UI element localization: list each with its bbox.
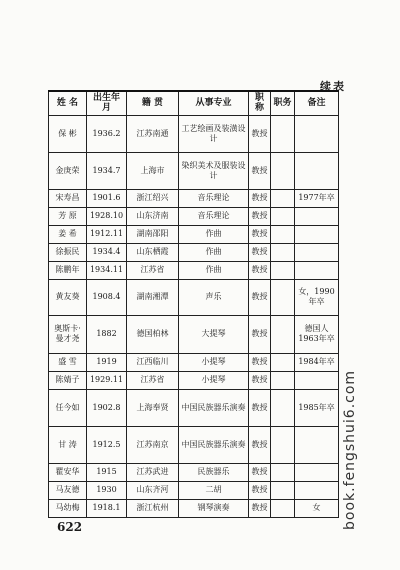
table-row — [49, 499, 339, 517]
cell-note: 1985年卒 — [295, 389, 339, 426]
cell-note: 德国人1963年卒 — [295, 315, 339, 353]
continued-label: 续表 — [320, 80, 346, 93]
cell-field: 作曲 — [179, 243, 249, 261]
cell-post — [271, 499, 295, 517]
cell-origin: 江苏省 — [127, 261, 179, 279]
cell-note — [295, 261, 339, 279]
cell-field: 作曲 — [179, 261, 249, 279]
cell-field: 大提琴 — [179, 315, 249, 353]
cell-title: 教授 — [249, 261, 271, 279]
cell-origin: 浙江绍兴 — [127, 189, 179, 207]
cell-name: 徐振民 — [49, 243, 87, 261]
cell-post — [271, 279, 295, 315]
cell-note: 女 — [295, 499, 339, 517]
cell-post — [271, 243, 295, 261]
cell-post — [271, 371, 295, 389]
cell-field: 音乐理论 — [179, 189, 249, 207]
header-title: 职 称 — [249, 91, 271, 115]
header-field: 从事专业 — [179, 91, 249, 115]
table-row — [49, 152, 339, 189]
cell-born: 1936.2 — [87, 115, 127, 152]
cell-born: 1918.1 — [87, 499, 127, 517]
cell-born: 1912.5 — [87, 426, 127, 463]
staff-table — [48, 90, 339, 518]
cell-born: 1882 — [87, 315, 127, 353]
cell-origin: 江苏南京 — [127, 426, 179, 463]
cell-note — [295, 207, 339, 225]
cell-title: 教授 — [249, 152, 271, 189]
header-name: 姓 名 — [49, 91, 87, 115]
cell-note — [295, 243, 339, 261]
header-born: 出生年月 — [87, 91, 127, 115]
cell-born: 1934.4 — [87, 243, 127, 261]
cell-origin: 山东齐河 — [127, 481, 179, 499]
cell-name: 黄友葵 — [49, 279, 87, 315]
table-row — [49, 207, 339, 225]
cell-born: 1934.7 — [87, 152, 127, 189]
table-row — [49, 225, 339, 243]
cell-title: 教授 — [249, 225, 271, 243]
cell-born: 1908.4 — [87, 279, 127, 315]
table-row — [49, 189, 339, 207]
cell-note — [295, 371, 339, 389]
cell-born: 1915 — [87, 463, 127, 481]
cell-title: 教授 — [249, 207, 271, 225]
side-watermark-text: book.fengshui6.com — [342, 369, 358, 530]
table-header-row — [49, 91, 339, 115]
header-note: 备注 — [295, 91, 339, 115]
cell-title: 教授 — [249, 279, 271, 315]
cell-origin: 湖南湘潭 — [127, 279, 179, 315]
table-row — [49, 315, 339, 353]
cell-origin: 湖南邵阳 — [127, 225, 179, 243]
table-row — [49, 261, 339, 279]
cell-post — [271, 315, 295, 353]
cell-title: 教授 — [249, 481, 271, 499]
cell-note — [295, 481, 339, 499]
cell-name: 奥斯卡·曼才尧 — [49, 315, 87, 353]
cell-born: 1928.10 — [87, 207, 127, 225]
cell-field: 钢琴演奏 — [179, 499, 249, 517]
cell-post — [271, 115, 295, 152]
cell-note — [295, 225, 339, 243]
cell-title: 教授 — [249, 353, 271, 371]
cell-post — [271, 426, 295, 463]
cell-name: 马幼梅 — [49, 499, 87, 517]
cell-field: 中国民族器乐演奏 — [179, 426, 249, 463]
cell-note: 女，1990年卒 — [295, 279, 339, 315]
table-row — [49, 389, 339, 426]
cell-origin: 江西临川 — [127, 353, 179, 371]
page-number: 622 — [57, 520, 83, 534]
cell-name: 芳 原 — [49, 207, 87, 225]
cell-note — [295, 426, 339, 463]
cell-origin: 德国柏林 — [127, 315, 179, 353]
cell-post — [271, 389, 295, 426]
table-row — [49, 243, 339, 261]
cell-born: 1929.11 — [87, 371, 127, 389]
table-row — [49, 279, 339, 315]
cell-note — [295, 463, 339, 481]
cell-title: 教授 — [249, 115, 271, 152]
cell-title: 教授 — [249, 463, 271, 481]
table-row — [49, 371, 339, 389]
cell-post — [271, 207, 295, 225]
cell-born: 1901.6 — [87, 189, 127, 207]
cell-note: 1977年卒 — [295, 189, 339, 207]
cell-name: 陈鹏年 — [49, 261, 87, 279]
cell-post — [271, 463, 295, 481]
cell-name: 任今如 — [49, 389, 87, 426]
cell-origin: 江苏省 — [127, 371, 179, 389]
cell-field: 工艺绘画及装潢设计 — [179, 115, 249, 152]
cell-name: 马友德 — [49, 481, 87, 499]
cell-origin: 上海奉贤 — [127, 389, 179, 426]
cell-field: 小提琴 — [179, 371, 249, 389]
cell-field: 音乐理论 — [179, 207, 249, 225]
cell-name: 瞿安华 — [49, 463, 87, 481]
cell-title: 教授 — [249, 315, 271, 353]
cell-name: 金庚荣 — [49, 152, 87, 189]
cell-name: 宋寿昌 — [49, 189, 87, 207]
table-row — [49, 353, 339, 371]
cell-title: 教授 — [249, 389, 271, 426]
cell-title: 教授 — [249, 189, 271, 207]
cell-note — [295, 115, 339, 152]
cell-born: 1902.8 — [87, 389, 127, 426]
cell-post — [271, 152, 295, 189]
cell-born: 1912.11 — [87, 225, 127, 243]
cell-origin: 上海市 — [127, 152, 179, 189]
cell-note: 1984年卒 — [295, 353, 339, 371]
table-row — [49, 115, 339, 152]
cell-name: 陈婧子 — [49, 371, 87, 389]
cell-post — [271, 261, 295, 279]
cell-title: 教授 — [249, 499, 271, 517]
cell-title: 教授 — [249, 243, 271, 261]
cell-origin: 浙江杭州 — [127, 499, 179, 517]
header-origin: 籍 贯 — [127, 91, 179, 115]
cell-origin: 江苏南通 — [127, 115, 179, 152]
cell-field: 民族器乐 — [179, 463, 249, 481]
cell-field: 作曲 — [179, 225, 249, 243]
cell-post — [271, 353, 295, 371]
cell-origin: 江苏武进 — [127, 463, 179, 481]
cell-field: 中国民族器乐演奏 — [179, 389, 249, 426]
cell-name: 盛 雪 — [49, 353, 87, 371]
cell-field: 染织美术及服装设计 — [179, 152, 249, 189]
cell-name: 姜 希 — [49, 225, 87, 243]
cell-post — [271, 189, 295, 207]
cell-origin: 山东栖霞 — [127, 243, 179, 261]
header-post: 职务 — [271, 91, 295, 115]
cell-title: 教授 — [249, 426, 271, 463]
cell-born: 1919 — [87, 353, 127, 371]
cell-born: 1934.11 — [87, 261, 127, 279]
cell-field: 二胡 — [179, 481, 249, 499]
cell-field: 声乐 — [179, 279, 249, 315]
cell-name: 甘 涛 — [49, 426, 87, 463]
table-row — [49, 481, 339, 499]
cell-post — [271, 225, 295, 243]
table-row — [49, 426, 339, 463]
cell-post — [271, 481, 295, 499]
cell-origin: 山东济南 — [127, 207, 179, 225]
cell-note — [295, 152, 339, 189]
table-row — [49, 463, 339, 481]
cell-field: 小提琴 — [179, 353, 249, 371]
cell-name: 保 彬 — [49, 115, 87, 152]
cell-title: 教授 — [249, 371, 271, 389]
cell-born: 1930 — [87, 481, 127, 499]
